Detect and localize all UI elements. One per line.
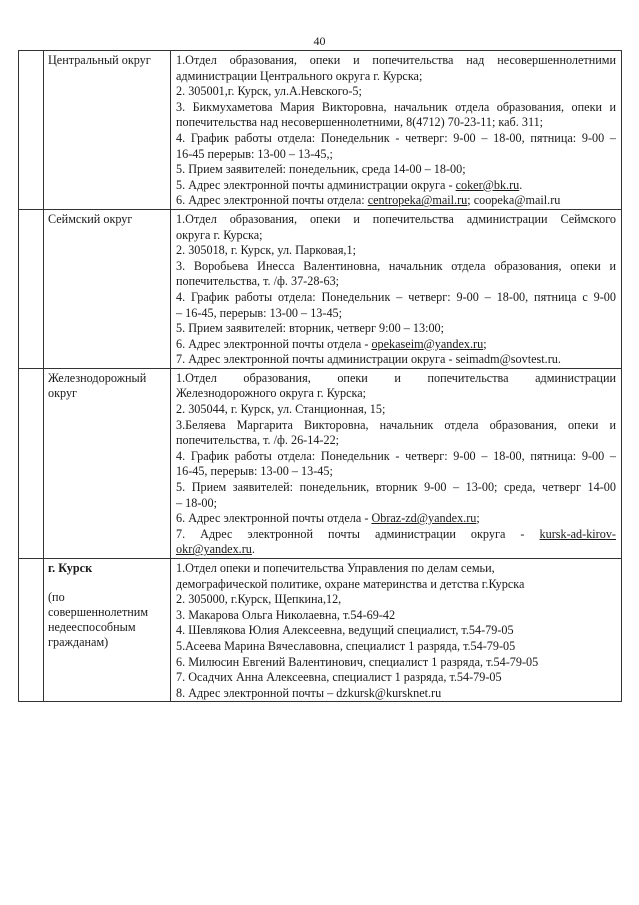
info-line bbox=[176, 496, 616, 512]
info-line-text: попечительства, т. /ф. 26-14-22; bbox=[176, 433, 340, 448]
info-line-text: 4. График работы отдела: Понедельник - четверг: 9-00 – 18-00, пятница: 9-00 – bbox=[176, 130, 616, 145]
info-line-text: 4. Шевлякова Юлия Алексеевна, ведущий специалист, т.54-79-05 bbox=[176, 623, 514, 638]
info-line-text: 1.Отдел образования, опеки и попечительства администрации Сеймского bbox=[176, 211, 616, 226]
contact-info-cell bbox=[171, 559, 622, 702]
info-line-text: попечительства над несовершеннолетними, 8(4712) 70-23-11; каб. 311; bbox=[176, 115, 544, 130]
info-line bbox=[176, 386, 616, 402]
table-row bbox=[19, 209, 622, 368]
info-line-suffix: ; coopeka@mail.ru bbox=[467, 193, 561, 208]
info-line-text: попечительства, т. /ф. 37-28-63; bbox=[176, 274, 340, 289]
info-line bbox=[176, 608, 616, 624]
info-line bbox=[176, 561, 616, 577]
info-line bbox=[176, 352, 616, 368]
info-line bbox=[176, 670, 616, 686]
district-name: г. Курск bbox=[48, 561, 93, 575]
info-line bbox=[176, 306, 616, 322]
info-line bbox=[176, 592, 616, 608]
info-line bbox=[176, 69, 616, 85]
email-link[interactable]: kursk-ad-kirov- bbox=[539, 526, 616, 541]
info-line-text: 5.Асеева Марина Вячеславовна, специалист 1 разряда, т.54-79-05 bbox=[176, 638, 516, 653]
district-cell bbox=[44, 368, 171, 558]
info-line bbox=[176, 371, 616, 387]
table-row bbox=[19, 368, 622, 558]
info-line bbox=[176, 162, 616, 178]
district-name: Центральный округ bbox=[48, 53, 151, 67]
info-line-text: 3. Макарова Ольга Николаевна, т.54-69-42 bbox=[176, 607, 396, 622]
district-name: Сеймский округ bbox=[48, 211, 133, 226]
info-line bbox=[176, 527, 616, 543]
info-line bbox=[176, 480, 616, 496]
info-line-text: 4. График работы отдела: Понедельник – четверг: 9-00 – 18-00, пятница с 9-00 bbox=[176, 289, 616, 304]
email-link[interactable]: Obraz-zd@yandex.ru bbox=[371, 511, 477, 526]
info-line bbox=[176, 53, 616, 69]
contacts-table bbox=[18, 50, 622, 702]
info-line bbox=[176, 212, 616, 228]
info-line-suffix: . bbox=[251, 542, 255, 557]
email-link[interactable]: opekaseim@yandex.ru bbox=[371, 336, 484, 351]
info-line-text: 8. Адрес электронной почты – dzkursk@kursknet.ru bbox=[176, 685, 442, 700]
info-line bbox=[176, 402, 616, 418]
info-line bbox=[176, 639, 616, 655]
contact-info-cell bbox=[171, 51, 622, 210]
info-line-text: 2. 305001,г. Курск, ул.А.Невского-5; bbox=[176, 84, 362, 99]
page-number: 40 bbox=[313, 34, 326, 48]
info-line bbox=[176, 577, 616, 593]
info-line bbox=[176, 274, 616, 290]
info-line bbox=[176, 84, 616, 100]
info-line bbox=[176, 542, 616, 558]
info-line-text: 2. 305000, г.Курск, Щепкина,12, bbox=[176, 592, 342, 607]
info-line bbox=[176, 290, 616, 306]
district-note: (по совершеннолетним недееспособным гражданам) bbox=[48, 590, 149, 649]
info-line-text: 4. График работы отдела: Понедельник - четверг: 9-00 – 18-00, пятница: 9-00 – bbox=[176, 448, 616, 463]
district-cell bbox=[44, 51, 171, 210]
info-line bbox=[176, 243, 616, 259]
info-line bbox=[176, 259, 616, 275]
info-line-text: – 16-45, перерыв: 13-00 – 13-45; bbox=[176, 305, 343, 320]
info-line-text: Железнодорожного округа г. Курска; bbox=[176, 386, 367, 401]
info-line bbox=[176, 655, 616, 671]
info-line-text: 6. Милюсин Евгений Валентинович, специалист 1 разряда, т.54-79-05 bbox=[176, 654, 539, 669]
info-line-text: демографической политике, охране материнства и детства г.Курска bbox=[176, 576, 525, 591]
contacts-table-body bbox=[19, 51, 622, 702]
table-row bbox=[19, 559, 622, 702]
district-name: Железнодорожный округ bbox=[48, 370, 147, 400]
email-link[interactable]: centropeka@mail.ru bbox=[367, 193, 468, 208]
email-link[interactable]: coker@bk.ru bbox=[455, 177, 520, 192]
info-line-suffix: ; bbox=[483, 336, 487, 351]
info-line-text: 1.Отдел образования, опеки и попечительства над несовершеннолетними bbox=[176, 53, 616, 67]
info-line bbox=[176, 623, 616, 639]
contact-info-cell bbox=[171, 368, 622, 558]
info-line bbox=[176, 193, 616, 209]
info-line-suffix: ; bbox=[476, 511, 480, 526]
index-cell bbox=[19, 559, 44, 702]
info-line-text: 1.Отдел образования, опеки и попечительства администрации bbox=[176, 370, 616, 385]
info-line-text: 3.Беляева Маргарита Викторовна, начальник отдела образования, опеки и bbox=[176, 417, 616, 432]
district-cell bbox=[44, 559, 171, 702]
index-cell bbox=[19, 368, 44, 558]
info-line-text: 16-45, перерыв: 13-00 – 13-45; bbox=[176, 464, 333, 479]
info-line-text: – 18-00; bbox=[176, 495, 217, 510]
info-line-text: 6. Адрес электронной почты отдела: bbox=[176, 193, 368, 208]
info-line-text: 16-45 перерыв: 13-00 – 13-45,; bbox=[176, 146, 333, 161]
info-line-text: 6. Адрес электронной почты отдела - bbox=[176, 511, 372, 526]
info-line-suffix: . bbox=[519, 177, 523, 192]
info-line bbox=[176, 178, 616, 194]
index-cell bbox=[19, 209, 44, 368]
info-line-text: 6. Адрес электронной почты отдела - bbox=[176, 336, 372, 351]
table-row bbox=[19, 51, 622, 210]
info-line-text: 5. Прием заявителей: вторник, четверг 9:00 – 13:00; bbox=[176, 321, 445, 336]
info-line-text: 1.Отдел опеки и попечительства Управления по делам семьи, bbox=[176, 561, 495, 575]
info-line bbox=[176, 433, 616, 449]
info-line bbox=[176, 337, 616, 353]
info-line bbox=[176, 686, 616, 702]
info-line bbox=[176, 511, 616, 527]
info-line bbox=[176, 131, 616, 147]
info-line-text: 5. Прием заявителей: понедельник, среда 14-00 – 18-00; bbox=[176, 162, 466, 177]
info-line bbox=[176, 321, 616, 337]
info-line bbox=[176, 464, 616, 480]
email-link[interactable]: okr@yandex.ru bbox=[176, 542, 252, 557]
info-line-text: 2. 305044, г. Курск, ул. Станционная, 15; bbox=[176, 402, 386, 417]
info-line-text: 3. Воробьева Инесса Валентиновна, начальник отдела образования, опеки и bbox=[176, 258, 616, 273]
info-line bbox=[176, 228, 616, 244]
info-line-text: 7. Адрес электронной почты администрации округа - seimadm@sovtest.ru. bbox=[176, 352, 561, 367]
info-line-text: округа г. Курска; bbox=[176, 227, 263, 242]
info-line bbox=[176, 449, 616, 465]
info-line bbox=[176, 115, 616, 131]
district-cell bbox=[44, 209, 171, 368]
index-cell bbox=[19, 51, 44, 210]
contact-info-cell bbox=[171, 209, 622, 368]
info-line bbox=[176, 418, 616, 434]
info-line-text: 7. Осадчих Анна Алексеевна, специалист 1 разряда, т.54-79-05 bbox=[176, 670, 502, 685]
info-line-text: 7. Адрес электронной почты администрации округа - bbox=[176, 526, 540, 541]
info-line-text: 5. Адрес электронной почты администрации округа - bbox=[176, 177, 456, 192]
info-line-text: администрации Центрального округа г. Курска; bbox=[176, 68, 423, 83]
info-line-text: 2. 305018, г. Курск, ул. Парковая,1; bbox=[176, 243, 356, 258]
info-line bbox=[176, 147, 616, 163]
info-line bbox=[176, 100, 616, 116]
info-line-text: 5. Прием заявителей: понедельник, вторник 9-00 – 13-00; среда, четверг 14-00 bbox=[176, 480, 616, 495]
info-line-text: 3. Бикмухаметова Мария Викторовна, начальник отдела образования, опеки и bbox=[176, 99, 616, 114]
